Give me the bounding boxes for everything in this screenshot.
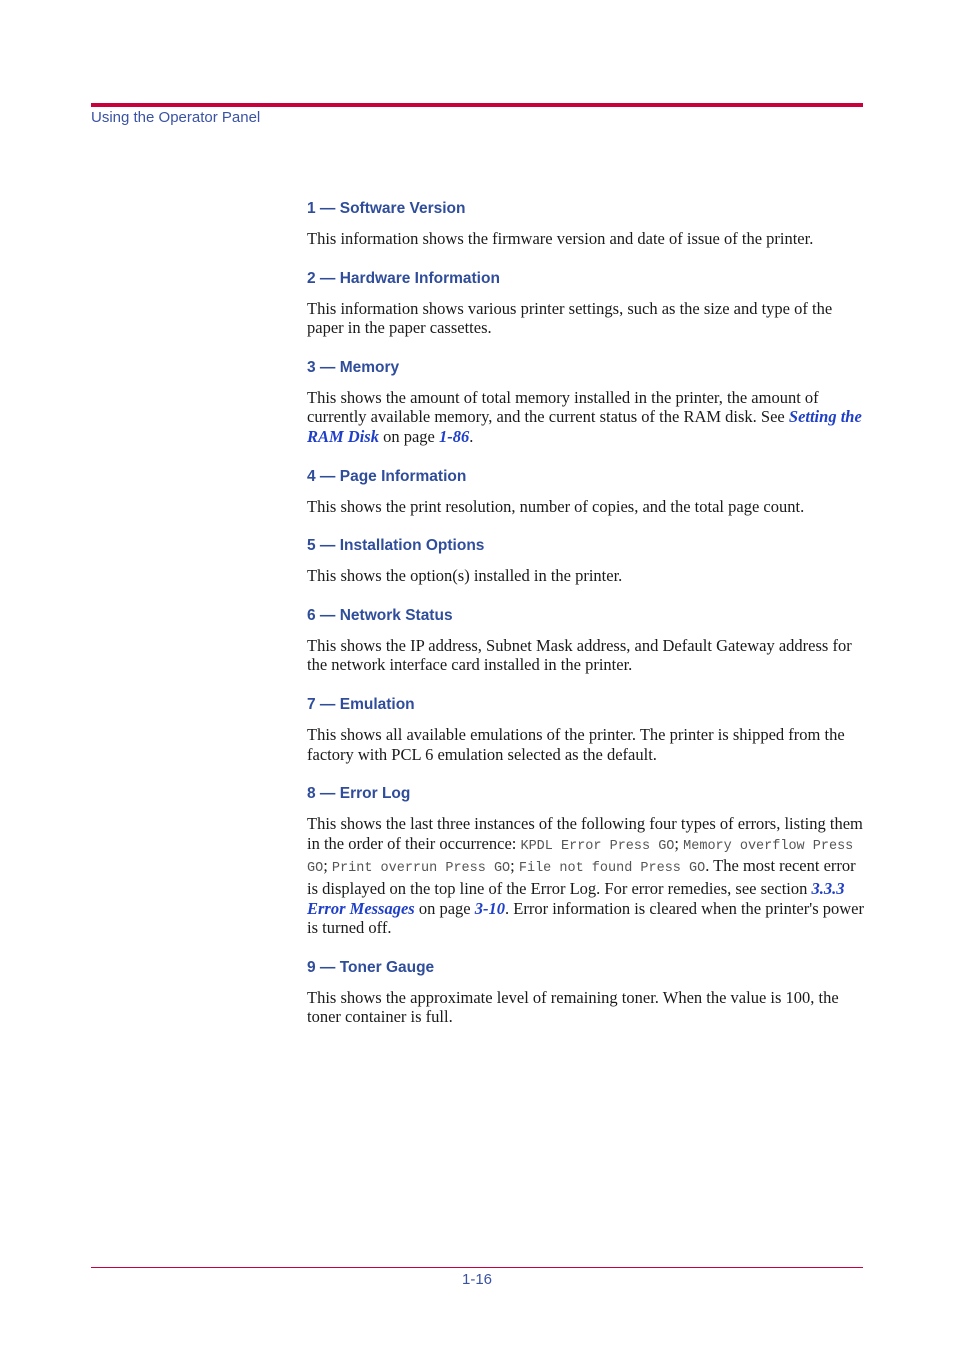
error-code: Print overrun Press GO	[331, 861, 511, 877]
link-page-1-86[interactable]: 1-86	[439, 426, 470, 446]
section-body: This shows all available emulations of the printer. The printer is shipped from the factory with PCL 6 emulation selected as the default.	[307, 724, 845, 764]
section-emulation	[307, 695, 867, 764]
section-heading: 9 — Toner Gauge	[307, 958, 435, 976]
header-rule	[91, 103, 863, 107]
section-heading: 4 — Page Information	[307, 467, 467, 485]
separator: ;	[510, 856, 519, 876]
error-code: File not found Press GO	[518, 861, 706, 877]
section-body: This shows the print resolution, number of copies, and the total page count.	[307, 496, 805, 516]
section-heading: 1 — Software Version	[307, 200, 466, 217]
section-heading: 8 — Error Log	[307, 785, 411, 803]
section-body	[307, 814, 867, 938]
section-body	[307, 388, 867, 447]
separator: ;	[323, 856, 332, 876]
section-heading: 5 — Installation Options	[307, 537, 485, 555]
section-page-information	[307, 467, 867, 517]
main-content	[307, 199, 867, 1047]
section-error-log	[307, 784, 867, 938]
body-text: on page	[414, 898, 475, 918]
section-memory	[307, 358, 867, 447]
error-code: Memory overflow Press GO	[307, 838, 854, 877]
section-heading: 3 — Memory	[307, 358, 400, 376]
section-body: This information shows various printer settings, such as the size and type of the paper in the paper cassettes.	[307, 298, 833, 338]
section-network-status	[307, 606, 867, 675]
error-code: KPDL Error Press GO	[520, 838, 675, 854]
running-header: Using the Operator Panel	[91, 109, 261, 126]
section-body: This information shows the firmware version and date of issue of the printer.	[307, 229, 814, 248]
section-installation-options	[307, 536, 867, 586]
section-hardware-information	[307, 269, 867, 338]
body-text: . The most recent error is displayed on the top line of the Error Log. For error remedies, see section	[307, 856, 856, 898]
section-toner-gauge	[307, 958, 867, 1027]
body-text: on page	[378, 426, 440, 446]
link-page-3-10[interactable]: 3-10	[474, 898, 506, 918]
link-error-messages[interactable]: 3.3.3 Error Messages	[307, 878, 845, 918]
section-heading: 6 — Network Status	[307, 606, 453, 624]
body-text: This shows the last three instances of the following four types of errors, listing them in the order of their occurrence:	[307, 814, 863, 853]
section-software-version	[307, 199, 867, 249]
section-body: This shows the IP address, Subnet Mask address, and Default Gateway address for the network interface card installed in the printer.	[307, 635, 852, 675]
footer-rule	[91, 1267, 863, 1268]
body-text: . Error information is cleared when the printer's power is turned off.	[307, 898, 864, 938]
section-body: This shows the approximate level of remaining toner. When the value is 100, the toner container is full.	[307, 987, 839, 1027]
section-body: This shows the option(s) installed in the printer.	[307, 566, 623, 586]
page-number: 1-16	[461, 1271, 493, 1288]
body-text: This shows the amount of total memory installed in the printer, the amount of currently available memory, and the current status of the RAM disk. See	[307, 387, 819, 427]
section-heading: 7 — Emulation	[307, 695, 415, 713]
link-setting-ram-disk[interactable]: Setting the RAM Disk	[307, 407, 862, 446]
section-heading: 2 — Hardware Information	[307, 269, 500, 287]
separator: ;	[674, 833, 684, 853]
body-text: .	[469, 426, 474, 446]
